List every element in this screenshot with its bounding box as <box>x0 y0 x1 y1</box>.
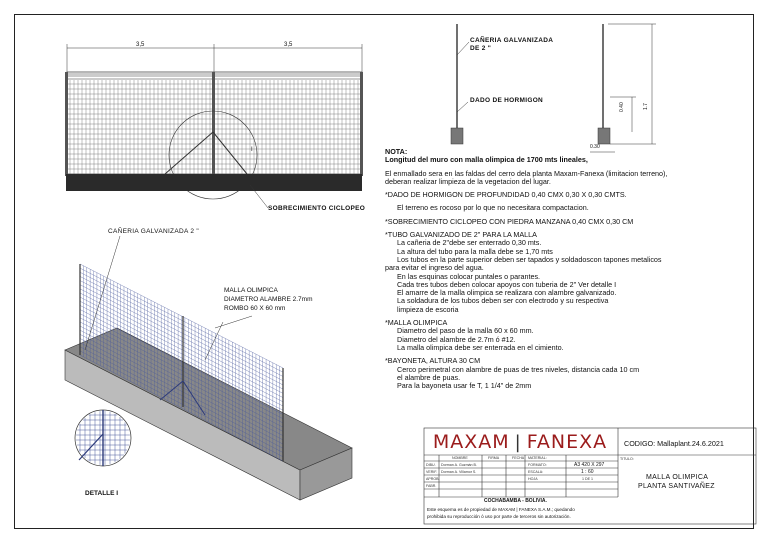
label-malla-iso-1: MALLA OLIMPICA <box>224 287 278 294</box>
note-line: En las esquinas colocar puntales o parantes. <box>397 271 541 281</box>
row-fabr: FABR. <box>426 484 437 488</box>
hoja-value: 1 DE 1 <box>582 477 593 481</box>
note-line: Diametro del alambre de 2.7m ó #12. <box>397 334 516 344</box>
note-line: Cerco perimetral con alambre de puas de tres niveles, distancia cada 10 cm <box>397 364 640 374</box>
note-line: Los tubos en la parte superior deben ser tapados y soldadoscon tapones metalicos <box>397 254 662 264</box>
dibu-name: Dorman A. Guzmán B. <box>441 463 477 467</box>
label-malla-iso-3: ROMBO 60 X 60 mm <box>224 305 286 312</box>
logo-fanexa: FANEXA <box>526 431 608 453</box>
col-firma: FIRMA <box>488 456 500 460</box>
note-line: deberan realizar limpieza de la vegetacion del lugar. <box>385 176 551 186</box>
note-line: El enmallado sera en las faldas del cerro dela planta Maxam-Fanexa (limitacion terreno), <box>385 168 668 178</box>
label-caneria-iso: CAÑERIA GALVANIZADA 2 " <box>108 228 199 235</box>
col-nombre: NOMBRE <box>452 456 468 460</box>
logo-separator: | <box>514 431 522 453</box>
label-caneria-section-1: CAÑERIA GALVANIZADA <box>470 37 554 44</box>
escala-label: ESCALA: <box>528 470 544 474</box>
note-line: El amarre de la malla olimpica se realizara con alambre galvanizado. <box>397 288 617 298</box>
disclaimer-1: Este esquema es de propiedad de MAXAM | FANEXA S.A.M.; quedando <box>427 507 575 512</box>
note-line: *MALLA OLIMPICA <box>385 318 448 328</box>
note-line: Longitud del muro con malla olimpica de 1700 mts lineales, <box>385 155 588 165</box>
note-line: Cada tres tubos deben colocar apoyos con tuberia de 2" Ver detalle I <box>397 279 617 289</box>
disclaimer-2: prohibida su reproducción ó uso por parte de terceros sin autorización. <box>427 514 571 519</box>
note-line: Diametro del paso de la malla 60 x 60 mm. <box>397 326 534 336</box>
detail-I-view <box>75 410 131 466</box>
fence-elevation <box>65 44 363 208</box>
titulo-line-1: MALLA OLIMPICA <box>646 474 709 481</box>
note-line: El terreno es rocoso por lo que no necesitara compactacion. <box>397 203 589 213</box>
titulo-label: TITULO: <box>620 457 634 461</box>
row-verif: VERIF. <box>426 470 438 474</box>
col-material: MATERIAL: <box>528 456 547 460</box>
note-line: *SOBRECIMIENTO CICLOPEO CON PIEDRA MANZANA 0,40 CMX 0,30 CM <box>385 216 634 226</box>
titulo-line-2: PLANTA SANTIVAÑEZ <box>638 483 715 490</box>
title-block <box>424 428 756 524</box>
note-line: La altura del tubo para la malla debe se 1,70 mts <box>397 246 553 256</box>
note-line: La cañeria de 2"debe ser enterrado 0,30 mts. <box>397 238 542 248</box>
note-line: *DADO DE HORMIGON DE PROFUNDIDAD 0,40 CMX 0,30 X 0,30 CMTS. <box>385 190 627 200</box>
note-line: *TUBO GALVANIZADO DE 2" PARA LA MALLA <box>385 230 537 240</box>
location: COCHABAMBA - BOLIVIA. <box>484 498 547 504</box>
logo-maxam: MAXAM <box>432 431 510 453</box>
notes-block <box>385 148 760 390</box>
dim-040: 0.40 <box>619 102 625 112</box>
label-sobrecimiento: SOBRECIMIENTO CICLOPEO <box>268 205 366 212</box>
label-caneria-section-2: DE 2 " <box>470 45 492 52</box>
dim-17: 1.7 <box>643 103 649 110</box>
notes-title: NOTA: <box>385 147 408 156</box>
note-line: *BAYONETA, ALTURA 30 CM <box>385 356 481 366</box>
note-line: limpieza de escoria <box>397 304 459 314</box>
note-line: el alambre de puas. <box>397 372 461 382</box>
note-line: La malla olimpica debe ser enterrada en el cimiento. <box>397 342 564 352</box>
row-dibu: DIBU. <box>426 463 436 467</box>
label-malla-iso-2: DIAMETRO ALAMBRE 2.7mm <box>224 296 313 303</box>
note-line: La soldadura de los tubos deben ser con electrodo y su respectiva <box>397 296 609 306</box>
note-line: Para la bayoneta usar fe T, 1 1/4" de 2mm <box>397 381 532 391</box>
col-fecha: FECHA <box>512 456 525 460</box>
dim-left: 3,5 <box>136 42 145 48</box>
formato-value: A3 420 X 297 <box>574 462 605 468</box>
label-detalle: DETALLE I <box>85 490 119 497</box>
hoja-label: HOJA <box>528 477 538 481</box>
codigo: CODIGO: Mallaplant.24.6.2021 <box>624 439 724 448</box>
dim-right: 3,5 <box>284 42 293 48</box>
row-aprob: APROB. <box>426 477 440 481</box>
detail-marker: I <box>251 147 253 153</box>
verif-name: Dorman A. Villamor S. <box>441 470 477 474</box>
label-dado: DADO DE HORMIGON <box>470 97 544 104</box>
maxam-fanexa-logo <box>426 430 614 454</box>
note-line: para evitar el ingreso del agua. <box>385 263 484 273</box>
dim-030: 0.30 <box>590 144 600 150</box>
notes-lines <box>385 156 760 390</box>
formato-label: FORMATO: <box>528 463 547 467</box>
escala-value: 1 : 60 <box>581 469 594 475</box>
